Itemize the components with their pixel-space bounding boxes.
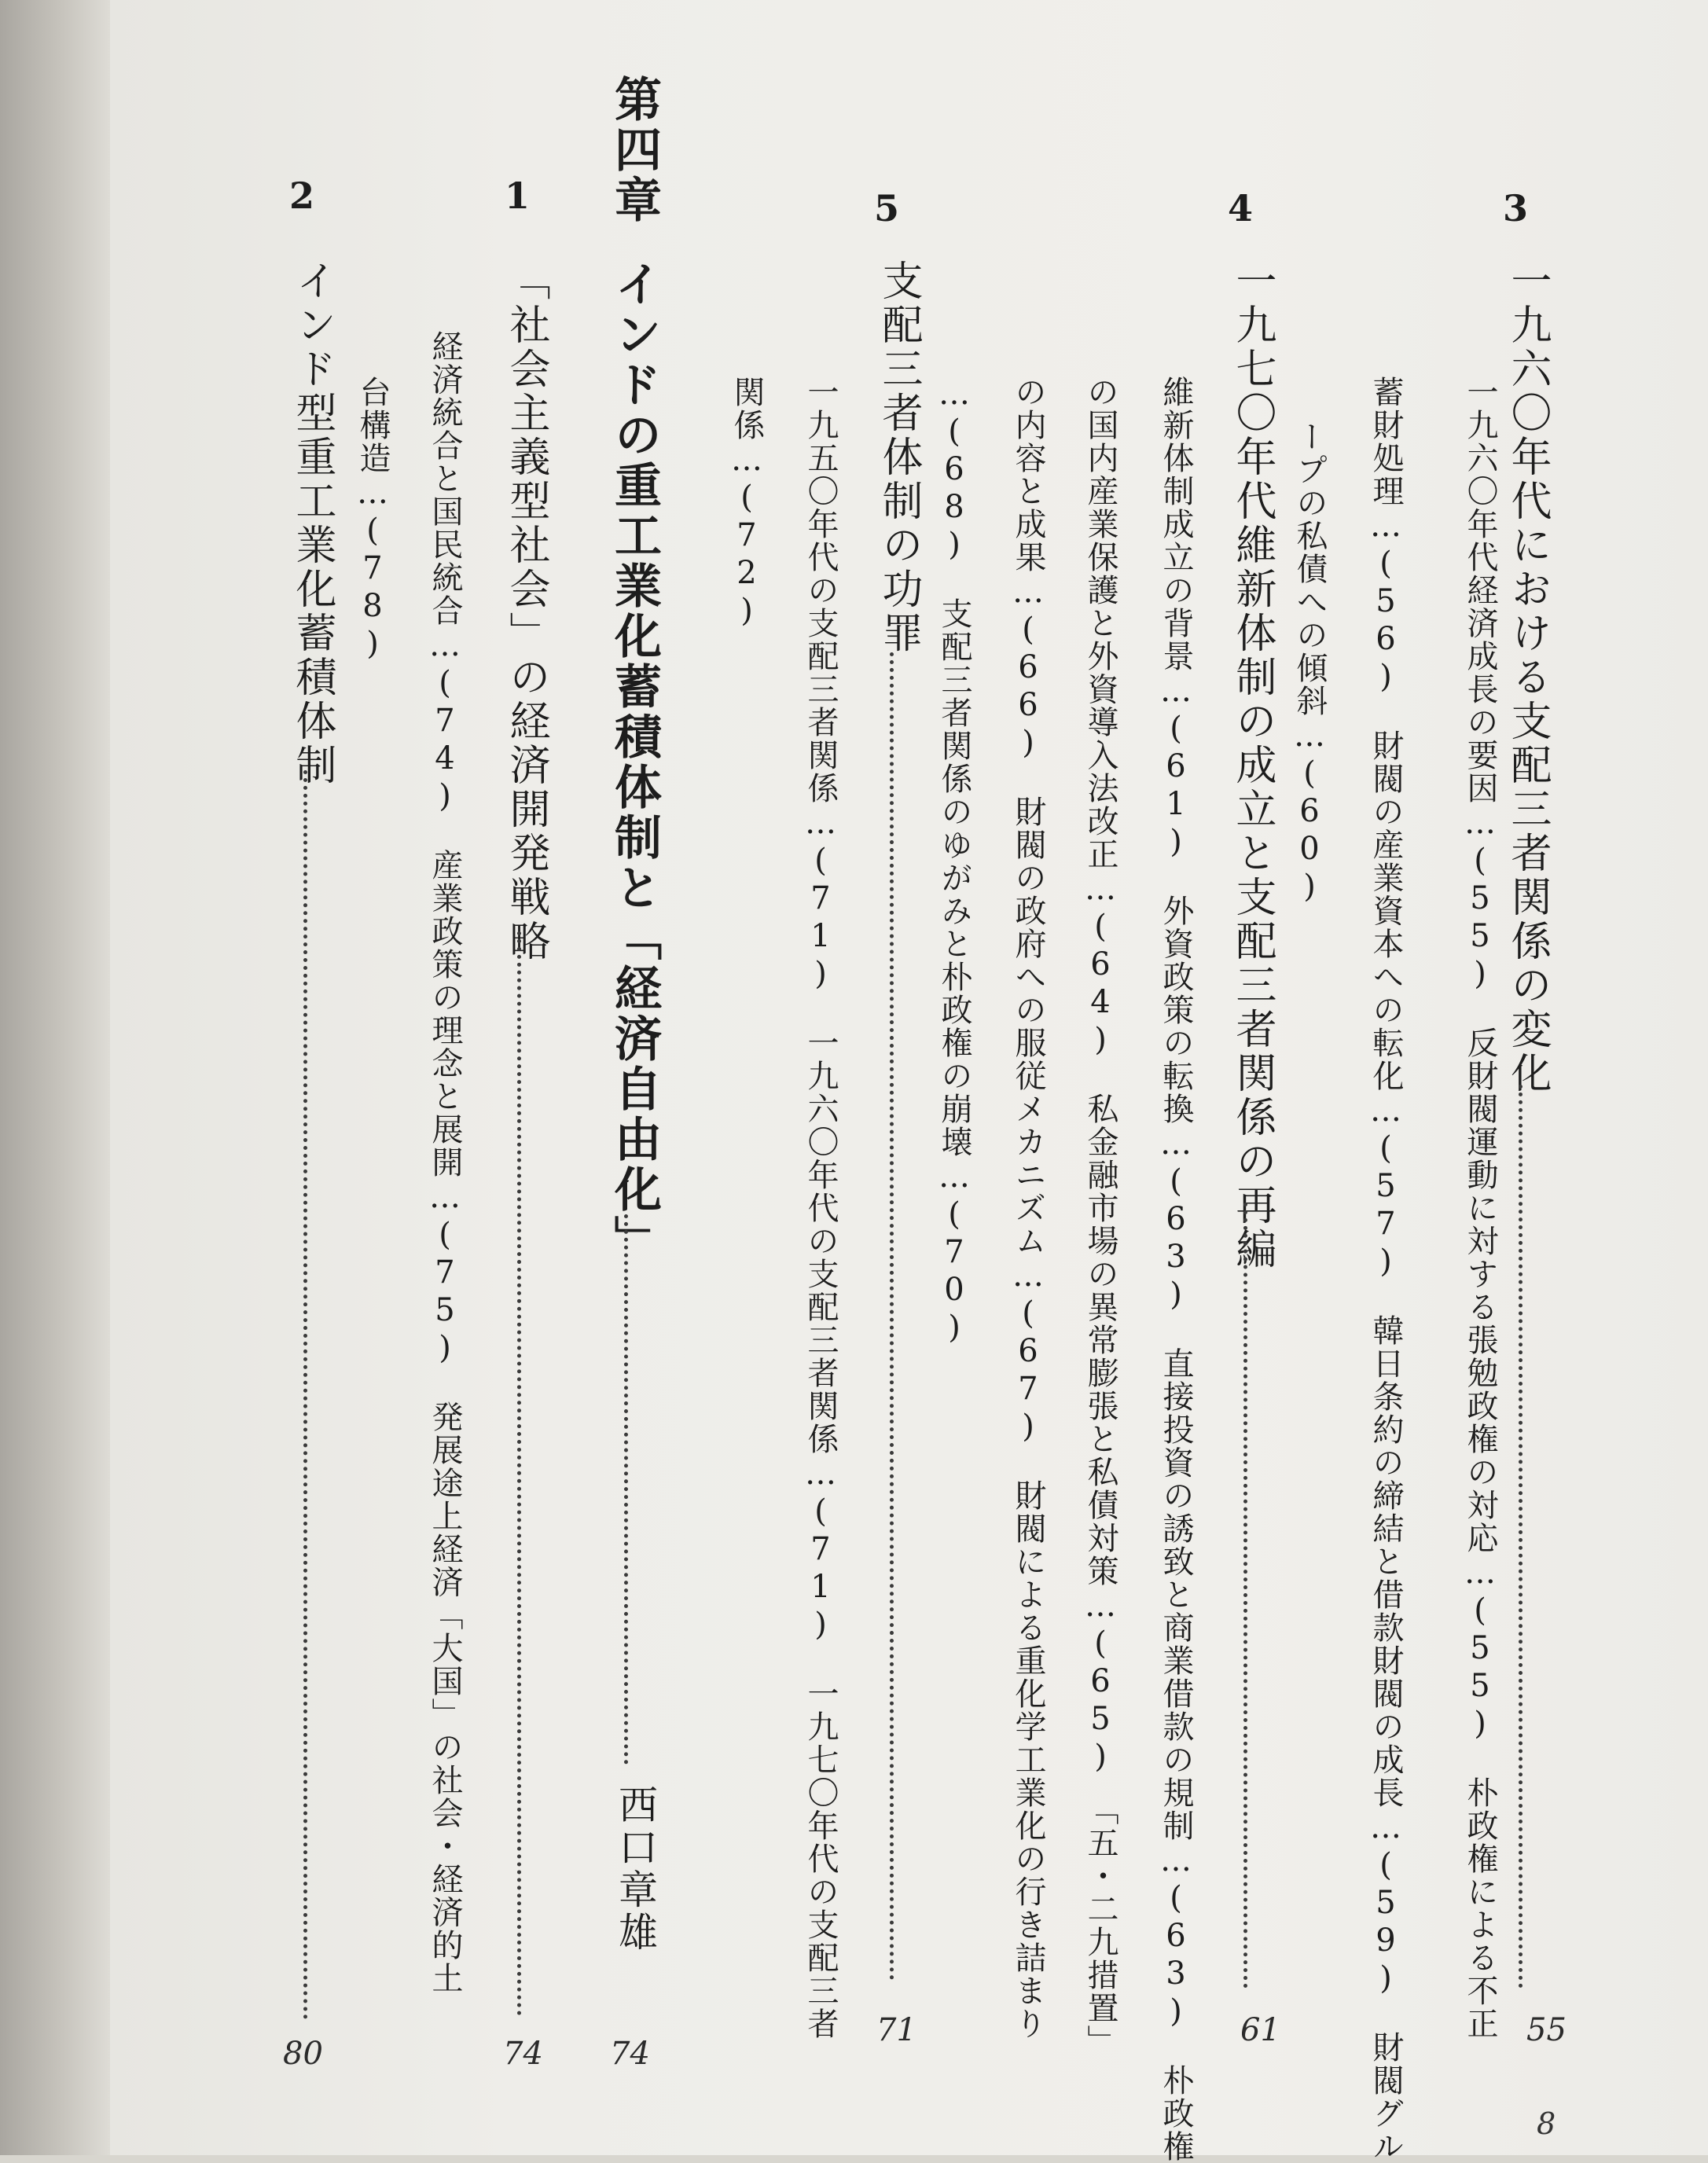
section-title: 支配三者体制の功罪 bbox=[875, 259, 922, 656]
subsection-line: 経済統合と国民統合…(74) 産業政策の理念と展開…(75) 発展途上経済「大国」の社会・経済的土 bbox=[427, 330, 463, 1995]
section-number: 3 bbox=[1503, 187, 1529, 230]
subsection-line: ープの私債への傾斜…(60) bbox=[1291, 420, 1328, 906]
page-number: 74 bbox=[503, 2036, 543, 2072]
subsection-line: …(68) 支配三者関係のゆがみと朴政権の崩壊…(70) bbox=[936, 376, 972, 1347]
chapter-label: 第四章 bbox=[607, 75, 662, 226]
section-title: 「社会主義型社会」の経済開発戦略 bbox=[502, 259, 549, 964]
page-number: 80 bbox=[283, 2036, 323, 2072]
dot-leader bbox=[1519, 1085, 1523, 1989]
section-number: 1 bbox=[505, 174, 531, 217]
section-number: 4 bbox=[1228, 187, 1254, 230]
chapter-title: インドの重工業化蓄積体制と「経済自由化」 bbox=[607, 259, 662, 1265]
folio-page-number: 8 bbox=[1537, 2106, 1556, 2141]
dot-leader bbox=[517, 931, 521, 2016]
page-number: 61 bbox=[1240, 2012, 1280, 2048]
section-title: インド型重工業化蓄積体制 bbox=[288, 259, 336, 788]
section-number: 5 bbox=[874, 187, 900, 230]
subsection-line: 一九六〇年代経済成長の要因…(55) 反財閥運動に対する張勉政権の対応…(55) 朴政権による不正 bbox=[1462, 376, 1498, 2040]
subsection-line: の国内産業保護と外資導入法改正…(64) 私金融市場の異常膨張と私債対策…(65) 「五・二九措置」 bbox=[1082, 376, 1118, 2058]
dot-leader bbox=[890, 652, 894, 1981]
subsection-line: 台構造…(78) bbox=[354, 376, 391, 663]
dot-leader bbox=[1243, 1203, 1247, 1989]
subsection-line: 一九五〇年代の支配三者関係…(71) 一九六〇年代の支配三者関係…(71) 一九七〇年代の支配三者 bbox=[803, 376, 839, 2040]
subsection-line: の内容と成果…(66) 財閥の政府への服従メカニズム…(67) 財閥による重化学工業化の行き詰まり bbox=[1010, 376, 1046, 2040]
chapter-author: 西口章雄 bbox=[612, 1784, 658, 1954]
page-number: 71 bbox=[876, 2012, 916, 2048]
page-number: 74 bbox=[610, 2036, 650, 2072]
section-title: 一九七〇年代維新体制の成立と支配三者関係の再編 bbox=[1229, 259, 1276, 1272]
dot-leader bbox=[624, 1214, 628, 1765]
dot-leader bbox=[303, 770, 307, 2020]
section-title: 一九六〇年代における支配三者関係の変化 bbox=[1504, 259, 1551, 1096]
section-number: 2 bbox=[289, 174, 315, 217]
page-number: 55 bbox=[1526, 2012, 1567, 2048]
subsection-line: 関係…(72) bbox=[729, 376, 765, 630]
book-gutter-shadow bbox=[0, 0, 110, 2155]
subsection-line: 蓄財処理…(56) 財閥の産業資本への転化…(57) 韓日条約の締結と借款財閥の成長…(59) 財閥グル bbox=[1368, 376, 1404, 2163]
subsection-line: 維新体制成立の背景…(61) 外資政策の転換…(63) 直接投資の誘致と商業借款の規制…(63) 朴政権 bbox=[1158, 376, 1194, 2163]
